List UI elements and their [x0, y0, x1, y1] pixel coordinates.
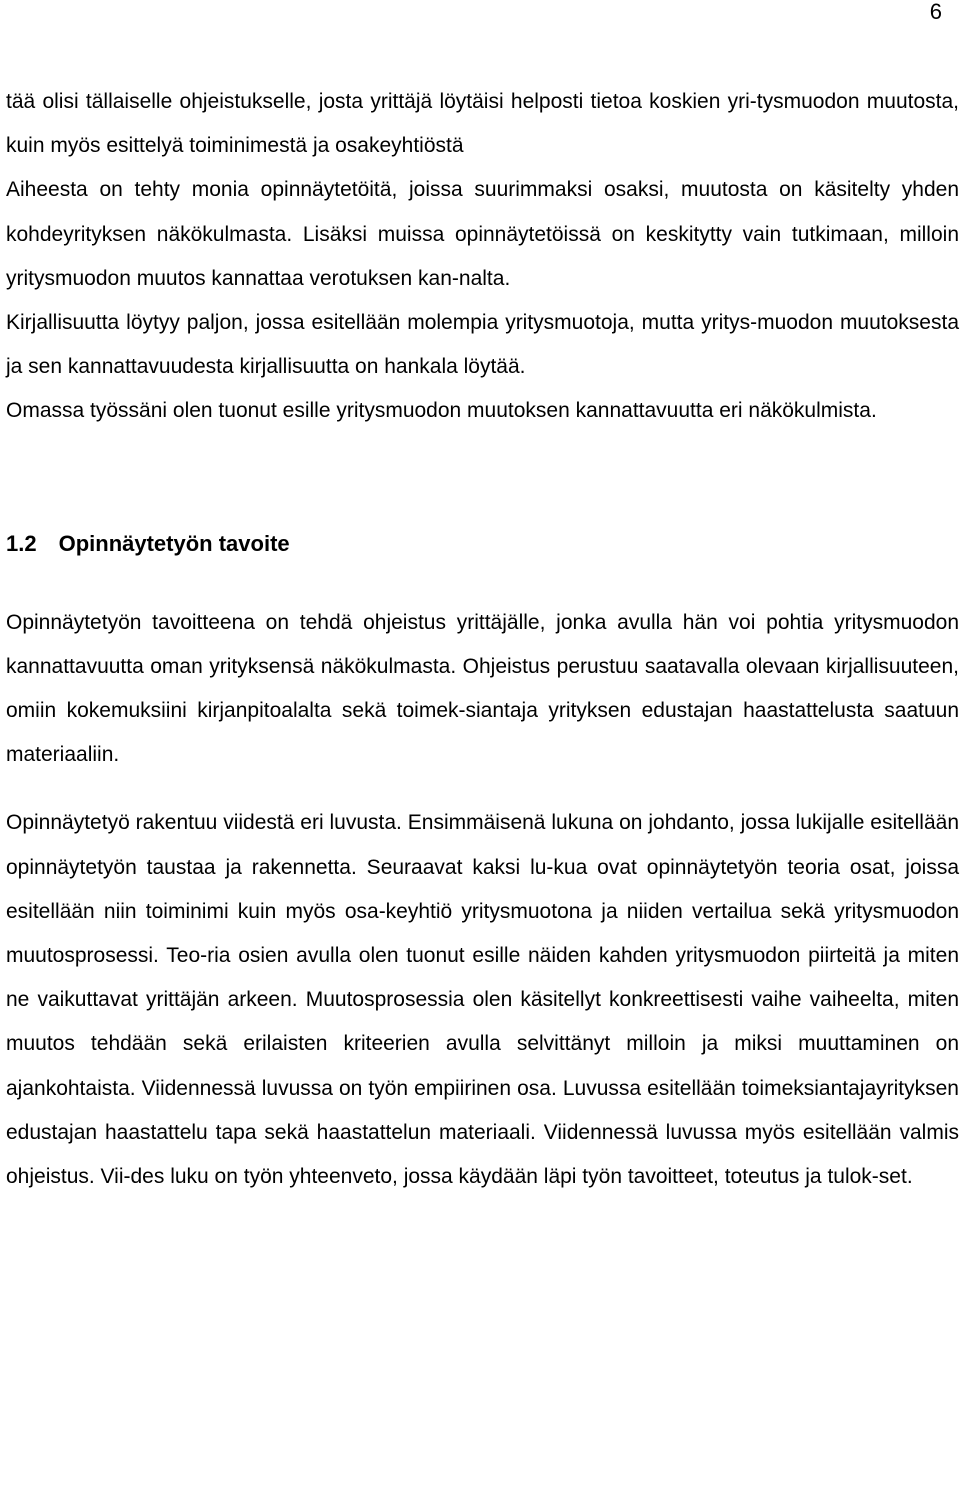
paragraph-previous-theses: Aiheesta on tehty monia opinnäytetöitä, joissa suurimmaksi osaksi, muutosta on käsitelty yhden kohdeyrityksen näkökulmasta. Lisäksi muissa opinnäytetöissä on keskitytty vain tutkimaan, milloin yritysmuodon muutos kannattaa verotuksen kan-nalta.	[6, 178, 959, 290]
section-heading	[6, 522, 959, 566]
section-number: 1.2	[6, 530, 37, 556]
page-number: 6	[929, 0, 942, 24]
document-body	[6, 80, 959, 1199]
paragraph-structure: Opinnäytetyö rakentuu viidestä eri luvusta. Ensimmäisenä lukuna on johdanto, jossa lukijalle esitellään opinnäytetyön taustaa ja rakennetta. Seuraavat kaksi lu-kua ovat opinnäytetyön teoria osat, joissa esitellään niin toiminimi kuin myös osa-keyhtiö yritysmuotona ja niiden vertailua sekä yritysmuodon muutosprosessi. Teo-ria osien avulla olen tuonut esille näiden kahden yritysmuodon piirteitä ja miten ne vaikuttavat yrittäjän arkeen. Muutosprosessia olen käsitellyt konkreettisesti vaihe vaiheelta, miten muutos tehdään sekä erilaisten kriteerien avulla selvittänyt milloin ja miksi muuttaminen on ajankohtaista. Viidennessä luvussa on työn empiirinen osa. Luvussa esitellään toimeksiantajayrityksen edustajan haastattelu tapa sekä haastattelun materiaali. Viidennessä luvussa myös esitellään valmis ohjeistus. Vii-des luku on työn yhteenveto, jossa käydään läpi työn tavoitteet, toteutus ja tulok-set.	[6, 811, 959, 1189]
paragraph-objective: Opinnäytetyön tavoitteena on tehdä ohjeistus yrittäjälle, jonka avulla hän voi pohtia yritysmuodon kannattavuutta oman yrityksensä näkökulmasta. Ohjeistus perustuu saatavalla olevaan kirjallisuuteen, omiin kokemuksiini kirjanpitoalalta sekä toimek-siantaja yrityksen edustajan haastattelusta saatuun materiaaliin.	[6, 610, 959, 767]
paragraph-intro-continuation: tää olisi tällaiselle ohjeistukselle, josta yrittäjä löytäisi helposti tietoa koskien yri-tysmuodon muutosta, kuin myös esittelyä toiminimestä ja osakeyhtiöstä	[6, 90, 959, 158]
section-title: Opinnäytetyön tavoite	[58, 530, 290, 556]
paragraph-literature: Kirjallisuutta löytyy paljon, jossa esitellään molempia yritysmuotoja, mutta yritys-muodon muutoksesta ja sen kannattavuudesta kirjallisuutta on hankala löytää.	[6, 311, 959, 379]
paragraph-own-work: Omassa työssäni olen tuonut esille yritysmuodon muutoksen kannattavuutta eri näkökulmista.	[6, 399, 877, 423]
